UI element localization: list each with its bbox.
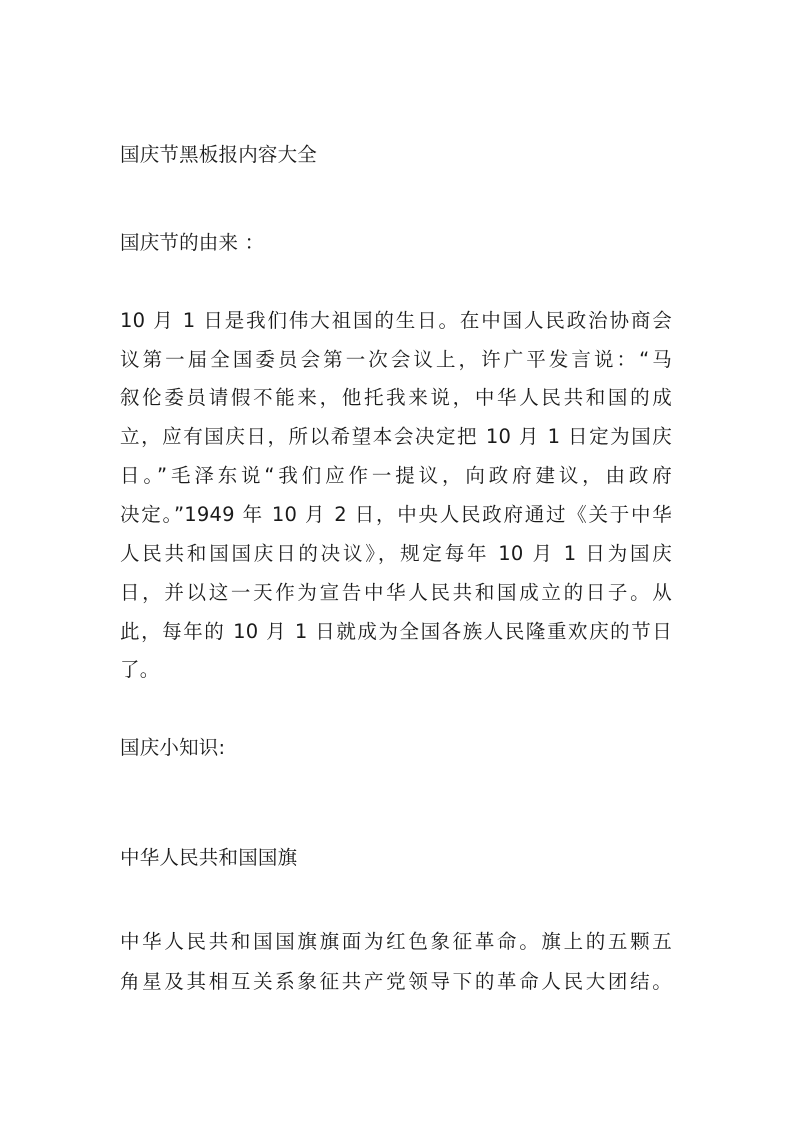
subsection-heading-flag: 中华人民共和国国旗: [120, 846, 298, 869]
paragraph-line: 日，并以这一天作为宣告中华人民共和国成立的日子。从: [120, 581, 672, 604]
document-title: 国庆节黑板报内容大全: [120, 143, 318, 166]
paragraph-line: 中华人民共和国国旗旗面为红色象征革命。旗上的五颗五: [120, 930, 672, 953]
paragraph-line: 了。: [120, 658, 160, 681]
paragraph-line: 人民共和国国庆日的决议》，规定每年 10 月 1 日为国庆: [120, 542, 672, 565]
section-heading-knowledge: 国庆小知识:: [120, 736, 226, 759]
paragraph-line: 议第一届全国委员会第一次会议上，许广平发言说：“马: [120, 348, 672, 371]
paragraph-line: 日。”毛泽东说“我们应作一提议，向政府建议，由政府: [120, 464, 672, 487]
section-heading-origin: 国庆节的由来 ：: [120, 231, 265, 254]
paragraph-line: 角星及其相互关系象征共产党领导下的革命人民大团结。: [120, 970, 672, 993]
paragraph-line: 决定。”1949 年 10 月 2 日，中央人民政府通过《关于中华: [120, 503, 672, 526]
paragraph-line: 此，每年的 10 月 1 日就成为全国各族人民隆重欢庆的节日: [120, 620, 672, 643]
paragraph-line: 10 月 1 日是我们伟大祖国的生日。在中国人民政治协商会: [120, 309, 672, 332]
paragraph-line: 叙伦委员请假不能来，他托我来说，中华人民共和国的成: [120, 386, 672, 409]
paragraph-line: 立，应有国庆日，所以希望本会决定把 10 月 1 日定为国庆: [120, 425, 672, 448]
